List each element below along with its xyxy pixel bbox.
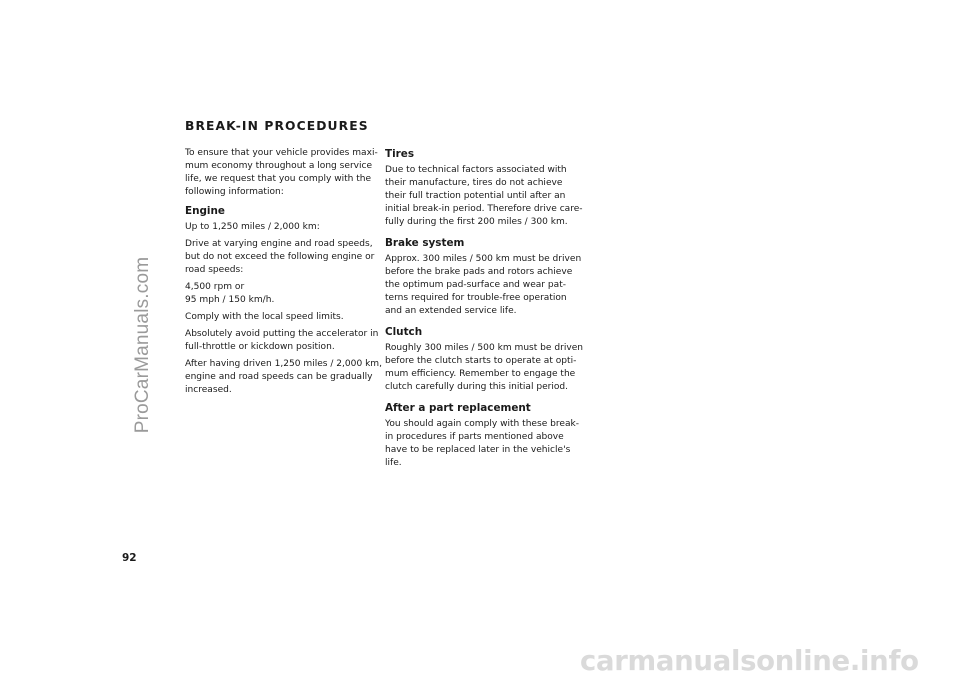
clutch-heading: Clutch: [385, 326, 423, 338]
side-watermark-text: ProCarManuals.com: [132, 256, 153, 434]
intro-paragraph: To ensure that your vehicle provides maxi- mum economy throughout a long service life, we request that you comply with the following information:: [185, 148, 378, 197]
left-column: [185, 147, 383, 401]
brake-system-heading: Brake system: [385, 237, 465, 249]
engine-paragraph-accelerator: Absolutely avoid putting the accelerator in full-throttle or kickdown position.: [185, 329, 379, 352]
engine-paragraph-after-break-in: After having driven 1,250 miles / 2,000 km, engine and road speeds can be gradually increased.: [185, 359, 382, 395]
engine-paragraph-speed-limits: 4,500 rpm or 95 mph / 150 km/h.: [185, 282, 275, 305]
engine-heading: Engine: [185, 205, 225, 217]
brake-system-section: [385, 236, 583, 318]
tires-text: Due to technical factors associated with their manufacture, tires do not achieve their full traction potential until after an initial break-in period. Therefore drive care- fully during the first 200 miles / 300 km.: [385, 165, 583, 227]
engine-paragraph-mileage: Up to 1,250 miles / 2,000 km:: [185, 222, 320, 232]
tires-heading: Tires: [385, 148, 415, 160]
brake-system-text: Approx. 300 miles / 500 km must be driven before the brake pads and rotors achieve the optimum pad-surface and wear pat- terns required for trouble-free operation and an extended service life.: [385, 254, 582, 316]
part-replacement-heading: After a part replacement: [385, 402, 531, 414]
tires-section: [385, 147, 583, 229]
engine-paragraph-local-limits: Comply with the local speed limits.: [185, 312, 344, 322]
part-replacement-section: [385, 401, 583, 470]
clutch-text: Roughly 300 miles / 500 km must be driven before the clutch starts to operate at opti- mum efficiency. Remember to engage the clutch carefully during this initial period.: [385, 343, 583, 392]
bottom-watermark: carmanualsonline.info: [580, 645, 919, 677]
page-number: 92: [122, 552, 137, 564]
part-replacement-text: You should again comply with these break- in procedures if parts mentioned above have to be replaced later in the vehicle's life.: [385, 419, 580, 468]
engine-paragraph-varying-speeds: Drive at varying engine and road speeds, but do not exceed the following engine or road speeds:: [185, 239, 375, 275]
clutch-section: [385, 325, 583, 394]
right-column: [385, 147, 583, 477]
page-title: BREAK-IN PROCEDURES: [185, 119, 369, 133]
